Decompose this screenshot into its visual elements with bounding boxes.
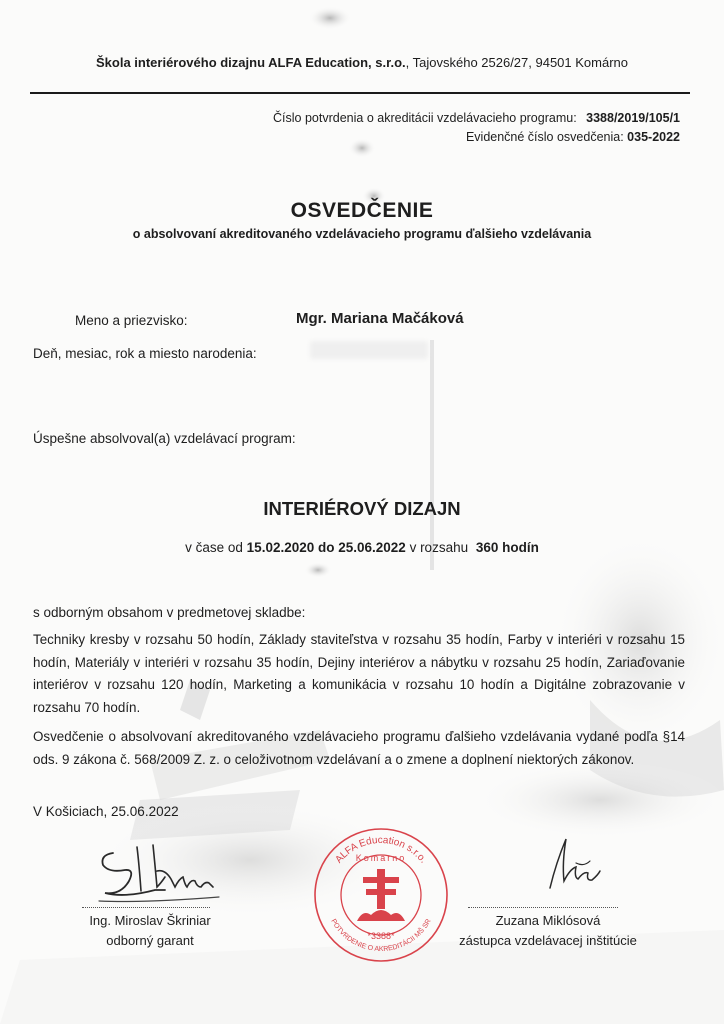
period-prefix: v čase od: [185, 540, 247, 555]
period-range-text: v rozsahu: [405, 540, 472, 555]
accreditation-line: [273, 111, 680, 125]
redacted-birth-data: [310, 341, 428, 359]
name-label: Meno a priezvisko:: [75, 313, 188, 328]
header-school-line: [0, 55, 724, 70]
program-label: Úspešne absolvoval(a) vzdelávací program:: [33, 431, 296, 446]
birth-label: Deň, mesiac, rok a miesto narodenia:: [33, 346, 257, 361]
accreditation-label: Číslo potvrdenia o akreditácii vzdelávacieho programu:: [273, 111, 577, 125]
left-signatory-name: Ing. Miroslav Škriniar: [89, 913, 211, 928]
right-signatory-role: zástupca vzdelávacej inštitúcie: [459, 933, 637, 948]
program-hours: 360 hodín: [475, 540, 539, 555]
left-signature-line: [82, 907, 210, 908]
record-number-line: [466, 130, 680, 144]
right-signatory-name: Zuzana Miklósová: [495, 913, 601, 928]
header-divider: [30, 92, 690, 94]
document-title: OSVEDČENIE: [290, 199, 434, 222]
stamp-bottom-text: POTVRDENIE O AKREDITÁCII MŠ SR: [329, 918, 433, 954]
left-signatory-role: odborný garant: [106, 933, 194, 948]
school-name: Škola interiérového dizajnu ALFA Education, s.r.o.: [95, 55, 406, 70]
stamp-cross-emblem: [357, 869, 405, 921]
stamp-top-text: ALFA Education s.r.o.: [333, 834, 429, 866]
document-subtitle: o absolvovaní akreditovaného vzdelávacieho programu ďalšieho vzdelávania: [132, 227, 592, 241]
program-name: INTERIÉROVÝ DIZAJN: [263, 498, 461, 519]
content-intro: s odborným obsahom v predmetovej skladbe:: [33, 605, 306, 620]
name-value: Mgr. Mariana Mačáková: [296, 310, 464, 327]
record-number-value: 035-2022: [627, 130, 680, 144]
left-signature-drawing: [95, 843, 225, 908]
official-stamp: [311, 825, 451, 965]
stamp-city: Komárno: [355, 853, 407, 863]
period-dates: 15.02.2020 do 25.06.2022: [246, 540, 406, 555]
record-number-label: Evidenčné číslo osvedčenia:: [465, 130, 624, 144]
place-date: V Košiciach, 25.06.2022: [33, 804, 179, 819]
right-signatory: [448, 911, 648, 951]
right-signature-line: [468, 907, 618, 908]
left-signatory: [60, 911, 240, 951]
accreditation-number: 3388/2019/105/1: [586, 111, 680, 125]
subjects-paragraph: Techniky kresby v rozsahu 50 hodín, Základy staviteľstva v rozsahu 35 hodín, Farby v interiéri v rozsahu 15 hodín, Materiály v interiéri v rozsahu 35 hodín, Dejiny interiérov a nábytku v rozsahu 25 hodín, Zariaďovanie interiérov v rozsahu 120 hodín, Marketing a komunikácia v rozsahu 10 hodín a Digitálne zobrazovanie v rozsahu 70 hodín.: [33, 632, 685, 715]
program-period: [0, 540, 724, 555]
right-signature-drawing: [540, 833, 620, 898]
stamp-number: *3388*: [367, 931, 395, 941]
legal-paragraph: Osvedčenie o absolvovaní akreditovaného vzdelávacieho programu ďalšieho vzdelávania vydané podľa §14 ods. 9 zákona č. 568/2009 Z. z. o celoživotnom vzdelávaní a o zmene a doplnení niektorých zákonov.: [33, 729, 685, 767]
school-address: , Tajovského 2526/27, 94501 Komárno: [405, 55, 629, 70]
